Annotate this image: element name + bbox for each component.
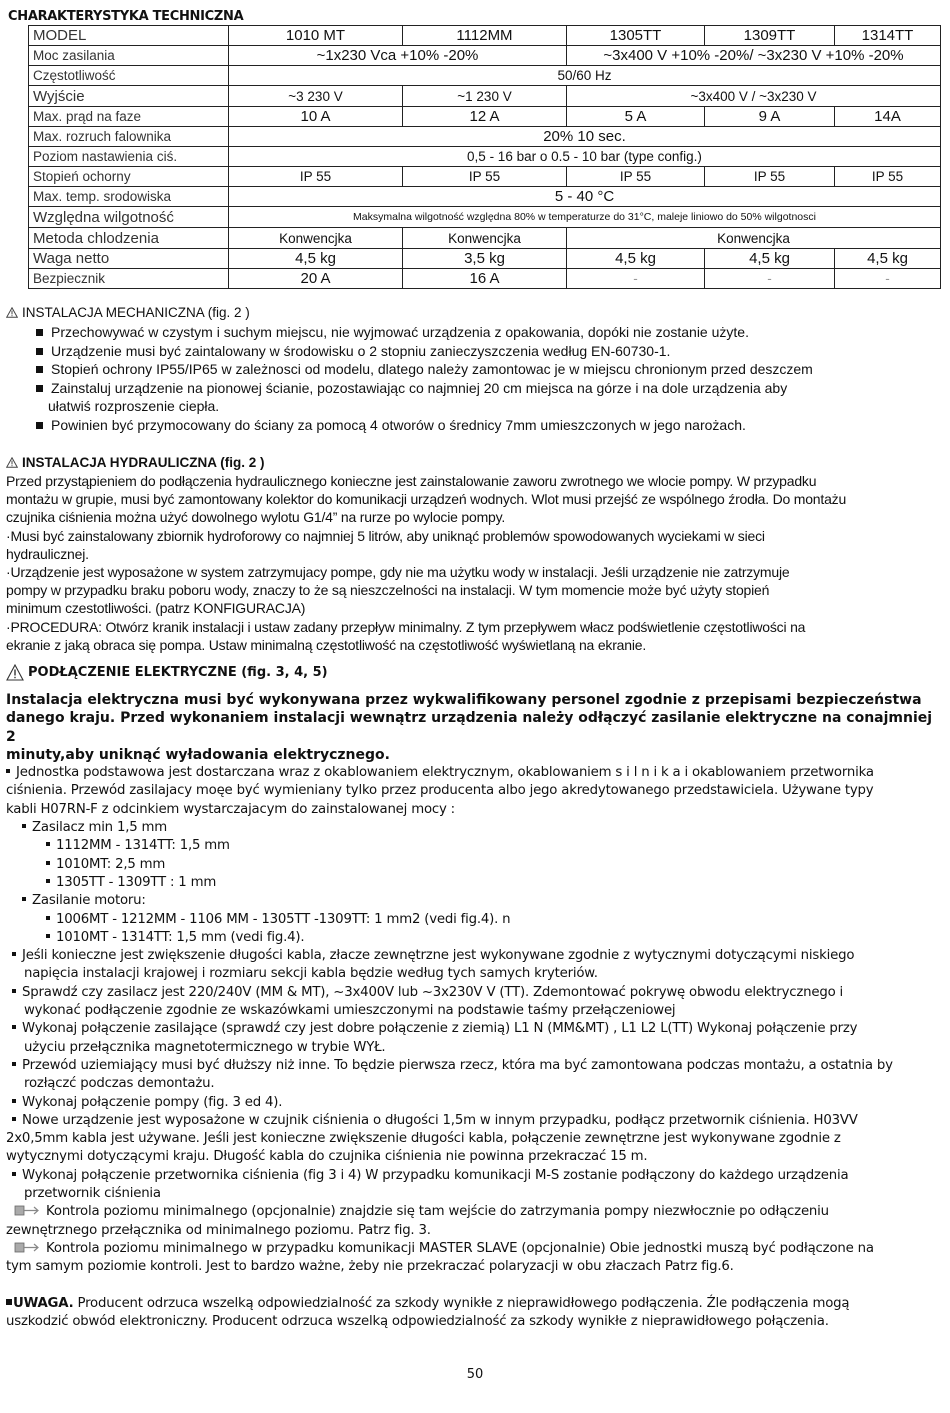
table-row: [29, 46, 941, 66]
mech-title: INSTALACJA MECHANICZNA (fig. 2 ): [22, 305, 250, 320]
spec-table-title: CHARAKTERYSTYKA TECHNICZNA: [8, 9, 244, 24]
text-line: minuty,aby uniknąć wyładowania elektrycznego.: [6, 746, 390, 763]
table-cell: 14A: [835, 107, 941, 127]
list-item: [36, 416, 813, 435]
square-bullet-icon: [12, 989, 16, 993]
table-cell: 5 - 40 °C: [229, 187, 941, 207]
list-item: [36, 323, 813, 342]
text-line: wytycznymi dotyczącymi kraju. Długość kabla do czujnika ciśnienia nie powinna przekraczać 15 m.: [6, 1149, 648, 1165]
text-line: tym samym poziomie kontroli. Jest to bardzo ważne, żeby nie przekraczać polaryzacji w obu złaczach Patrz fig.6.: [6, 1259, 734, 1275]
square-bullet-icon: [46, 842, 50, 846]
square-bullet-icon: [12, 1117, 16, 1121]
square-bullet-icon: [36, 329, 43, 336]
connector-icon: [14, 1242, 42, 1253]
list-item-text: Powinien być przymocowany do ściany za pomocą 4 otworów o średnicy 7mm umieszczonych w jego narożach.: [51, 416, 746, 433]
text-line: pompy w przypadku braku poboru wody, znaczy to że są nieszczelności na instalacji. W tym momencie może być użyty stopień: [6, 582, 770, 599]
hydr-section-header: [6, 455, 265, 470]
text-line: ·Musi być zainstalowany zbiornik hydroforowy co najmniej 5 litrów, aby uniknąć problemów spowodowanych wyciekami w sieci: [6, 527, 765, 544]
table-cell: -: [567, 269, 705, 289]
table-cell: 1010 MT: [229, 26, 403, 46]
connector-icon: [14, 1205, 42, 1216]
square-bullet-icon: [36, 385, 43, 392]
square-bullet-icon: [22, 897, 26, 901]
text-line: zewnętrznego przełącznika od minimalnego poziomu. Patrz fig. 3.: [6, 1222, 431, 1238]
list-item: [36, 360, 813, 379]
table-cell: 10 A: [229, 107, 403, 127]
text-line: 1010MT - 1314TT: 1,5 mm (vedi fig.4).: [56, 929, 305, 945]
text-line: minimum czestotliwości. (patrz KONFIGURACJA): [6, 600, 306, 617]
square-bullet-icon: [12, 1099, 16, 1103]
text-line: 1010MT: 2,5 mm: [56, 856, 166, 872]
table-cell: 0,5 - 16 bar o 0.5 - 10 bar (type config.): [229, 147, 941, 167]
row-label: Max. prąd na faze: [29, 107, 229, 127]
text-line: ·Urządzenie jest wyposażone w system zatrzymujacy pompe, gdy nie ma użytku wody w instalacji. Jeśli urządzenie nie zatrzymuje: [6, 564, 790, 581]
table-row: [29, 147, 941, 167]
table-cell: ~1 230 V: [403, 86, 567, 107]
text-line: 2x0,5mm kabla jest używane. Jeśli jest konieczne zwiększenie długości kabla, połączenie zewnętrzne jest wykonywane zgodnie z: [6, 1131, 841, 1147]
text-line: Producent odrzuca wszelką odpowiedzialność za szkody wynikłe z nieprawidłowego podłączenia. Źle podłączenia mogą: [73, 1295, 850, 1311]
table-cell: 20% 10 sec.: [229, 127, 941, 147]
text-line: uszkodzić obwód elektroniczny. Producent odrzuca wszelką odpowiedzialność za szkody wynikłe z nieprawidłowego połączenia.: [6, 1313, 829, 1329]
square-bullet-icon: [12, 1172, 16, 1176]
square-bullet-icon: [12, 1062, 16, 1066]
text-line: Kontrola poziomu minimalnego (opcjonalnie) znajdzie się tam wejście do zatrzymania pompy niezwłocznie po odłączeniu: [46, 1204, 829, 1220]
table-cell: -: [705, 269, 835, 289]
text-line: 1112MM - 1314TT: 1,5 mm: [56, 838, 230, 854]
row-label: Częstotliwość: [29, 66, 229, 86]
text-line: Wykonaj połączenie pompy (fig. 3 ed 4).: [22, 1094, 283, 1110]
text-line: Przewód uziemiający musi być dłuższy niż inne. To będzie pierwsza rzecz, która ma być zamontowana podczas montażu, a ostatnia by: [22, 1057, 893, 1073]
list-item-text: Urządzenie musi być zaintalowany w środowisku o 2 stopniu zanieczyszczenia według EN-60730-1.: [51, 342, 671, 359]
table-cell: 20 A: [229, 269, 403, 289]
table-cell: 1314TT: [835, 26, 941, 46]
table-cell: 5 A: [567, 107, 705, 127]
row-label: Stopień ochorny: [29, 167, 229, 187]
text-line: Zasilacz min 1,5 mm: [32, 820, 168, 836]
square-bullet-icon: [46, 934, 50, 938]
table-row: [29, 86, 941, 107]
table-cell: Konwencjka: [403, 228, 567, 249]
square-bullet-icon: [46, 879, 50, 883]
text-line: wykonać podłączenie zgodnie ze wskazówkami umieszczonymi na podstawie taśmy przełączeniowej: [24, 1003, 676, 1019]
square-bullet-icon: [46, 861, 50, 865]
table-cell: ~1x230 Vca +10% -20%: [229, 46, 567, 66]
mech-list: [36, 323, 813, 434]
uwaga-label: UWAGA.: [13, 1295, 74, 1311]
list-item-text: Przechowywać w czystym i suchym miejscu, nie wyjmować urządzenia z opakowania, dopóki nie zostanie użyte.: [51, 324, 749, 340]
hydr-body: [6, 472, 942, 654]
table-row: [29, 167, 941, 187]
table-cell: IP 55: [403, 167, 567, 187]
square-bullet-icon: [6, 1299, 12, 1305]
text-line: napięcia instalacji krajowej i rozmiaru sekcji kabla będzie według tych samych kryteriów.: [24, 966, 598, 982]
table-row: [29, 127, 941, 147]
text-line: Sprawdź czy zasilacz jest 220/240V (MM & MT), ~3x400V lub ~3x230V V (TT). Zdemontować pokrywę obwodu elektrycznego i: [22, 984, 844, 1000]
text-line: ·PROCEDURA: Otwórz kranik instalacji i ustaw zadany przepływ minimalny. Z tym przepływem włacz podświetlenie częstotliwości na: [6, 618, 806, 635]
page-number: 50: [466, 1367, 484, 1382]
table-cell: ~3x400 V / ~3x230 V: [567, 86, 941, 107]
list-item: [36, 379, 813, 398]
list-item: [36, 397, 813, 416]
text-line: kabli H07RN-F z odcinkiem wystarczajacym do zainstalowanej mocy :: [6, 801, 455, 817]
table-cell: IP 55: [835, 167, 941, 187]
row-label: Max. temp. srodowiska: [29, 187, 229, 207]
table-cell: 4,5 kg: [705, 249, 835, 269]
table-cell: Konwencjka: [567, 228, 941, 249]
text-line: Instalacja elektryczna musi być wykonywana przez wykwalifikowany personel zgodnie z przepisami bezpieczeństwa: [6, 692, 922, 708]
square-bullet-icon: [36, 366, 43, 373]
table-cell: 1112MM: [403, 26, 567, 46]
uwaga-note: [6, 1295, 940, 1313]
table-cell: 1305TT: [567, 26, 705, 46]
table-cell: IP 55: [705, 167, 835, 187]
text-line: 1006MT - 1212MM - 1106 MM - 1305TT -1309TT: 1 mm2 (vedi fig.4). n: [56, 911, 511, 927]
row-label: Moc zasilania: [29, 46, 229, 66]
text-line: Wykonaj połączenie przetwornika ciśnienia (fig 3 i 4) W przypadku komunikacji M-S zostanie podłączony do każdego urządzenia: [22, 1167, 849, 1183]
text-line: montażu w grupie, musi być zamontowany kolektor do komunikacji urządzeń wodnych. Wlot musi przejść ze wspólnego źrodła. Do montażu: [6, 491, 847, 508]
table-cell: ~3x400 V +10% -20%/ ~3x230 V +10% -20%: [567, 46, 941, 66]
text-line: Jeśli konieczne jest zwiększenie długości kabla, złacze zewnętrzne jest wykonywane zgodnie z wytycznymi dotyczącymi niskiego: [22, 948, 855, 964]
warning-triangle-icon: [6, 307, 18, 318]
table-cell: 4,5 kg: [835, 249, 941, 269]
row-label: Bezpiecznik: [29, 269, 229, 289]
list-item-text: ułatwiś rozproszenie ciepła.: [48, 398, 220, 414]
text-line: danego kraju. Przed wykonaniem instalacji wewnątrz urządzenia należy odłączyć zasilanie elektryczne na conajmniej 2: [6, 710, 933, 745]
list-item-text: Stopień ochrony IP55/IP65 w zależnosci od modelu, dlatego należy zamontowac je w miejscu chronionym przed deszczem: [51, 361, 813, 377]
text-line: Zasilanie motoru:: [32, 893, 146, 909]
table-row: [29, 26, 941, 46]
text-line: ekranie z jaką obraca się pompa. Ustaw minimalną częstotliwość na częstotliwość wyświetlaną na ekranie.: [6, 636, 647, 653]
text-line: Nowe urządzenie jest wyposażone w czujnik ciśnienia o długości 1,5m w innym przypadku, podłącz przetwornik ciśnienia. H03VV: [22, 1112, 858, 1128]
elec-title: PODŁĄCZENIE ELEKTRYCZNE (fig. 3, 4, 5): [28, 665, 328, 680]
square-bullet-icon: [46, 916, 50, 920]
table-cell: Maksymalna wilgotność względna 80% w temperaturze do 31°C, maleje liniowo do 50% wilgotnosci: [229, 207, 941, 228]
row-label: Max. rozruch falownika: [29, 127, 229, 147]
square-bullet-icon: [12, 952, 16, 956]
table-row: [29, 228, 941, 249]
square-bullet-icon: [12, 1025, 16, 1029]
row-label: Metoda chlodzenia: [29, 228, 229, 249]
table-cell: 50/60 Hz: [229, 66, 941, 86]
warning-triangle-icon: [6, 664, 24, 681]
elec-section-header: [6, 664, 328, 681]
mech-section-header: [6, 305, 250, 320]
text-line: Przed przystąpieniem do podłączenia hydraulicznego konieczne jest zainstalowanie zaworu zwrotnego we wlocie pompy. W przypadku: [6, 473, 817, 489]
elec-body: [6, 691, 940, 1331]
row-label: Poziom nastawienia ciś.: [29, 147, 229, 167]
text-line: czujnika ciśnienia można użyć dowolnego wylotu G1/4” na rurze po wylocie pompy.: [6, 509, 506, 526]
table-cell: 16 A: [403, 269, 567, 289]
table-cell: IP 55: [567, 167, 705, 187]
text-line: ciśnienia. Przewód zasilajacy moęe być wymieniany tylko przez producenta albo jego akredytowanego przedstawiciela. Używane typy: [6, 783, 874, 799]
spec-table: [28, 25, 941, 289]
table-cell: 12 A: [403, 107, 567, 127]
text-line: Jednostka podstawowa jest dostarczana wraz z okablowaniem elektrycznym, okablowaniem s i l n i k a i okablowaniem przetwornika: [16, 765, 874, 781]
table-cell: 4,5 kg: [229, 249, 403, 269]
table-cell: 9 A: [705, 107, 835, 127]
table-cell: 4,5 kg: [567, 249, 705, 269]
hydr-title: INSTALACJA HYDRAULICZNA (fig. 2 ): [22, 455, 265, 470]
table-cell: ~3 230 V: [229, 86, 403, 107]
row-label: Waga netto: [29, 249, 229, 269]
warning-triangle-icon: [6, 457, 18, 468]
row-label: Wyjście: [29, 86, 229, 107]
list-item: [36, 342, 813, 361]
row-label: Względna wilgotność: [29, 207, 229, 228]
square-bullet-icon: [6, 769, 10, 773]
table-cell: -: [835, 269, 941, 289]
table-row: [29, 187, 941, 207]
table-row: [29, 107, 941, 127]
text-line: użyciu przełącznika magnetotermicznego w trybie WYŁ.: [24, 1039, 386, 1055]
square-bullet-icon: [36, 422, 43, 429]
table-row: [29, 269, 941, 289]
text-line: Kontrola poziomu minimalnego w przypadku komunikacji MASTER SLAVE (opcjonalnie) Obie jednostki muszą być podłączone na: [46, 1240, 874, 1256]
table-row: [29, 207, 941, 228]
table-cell: 3,5 kg: [403, 249, 567, 269]
table-row: [29, 66, 941, 86]
row-label: MODEL: [29, 26, 229, 46]
text-line: 1305TT - 1309TT : 1 mm: [56, 874, 217, 890]
list-item-text: Zainstaluj urządzenie na pionowej ścianie, pozostawiając co najmniej 20 cm miejsca na górze i na dole urządzenia aby: [51, 379, 788, 396]
text-line: hydraulicznej.: [6, 545, 89, 562]
text-line: przetwornik ciśnienia: [24, 1186, 161, 1202]
text-line: Wykonaj połączenie zasilające (sprawdź czy jest dobre połączenie z ziemią) L1 N (MM&MT) , L1 L2 L(TT) Wykonaj połączenie przy: [22, 1021, 858, 1037]
square-bullet-icon: [22, 824, 26, 828]
text-line: rozłączć podczas demontażu.: [24, 1076, 215, 1092]
table-cell: IP 55: [229, 167, 403, 187]
square-bullet-icon: [36, 348, 43, 355]
table-cell: 1309TT: [705, 26, 835, 46]
table-row: [29, 249, 941, 269]
table-cell: Konwencjka: [229, 228, 403, 249]
